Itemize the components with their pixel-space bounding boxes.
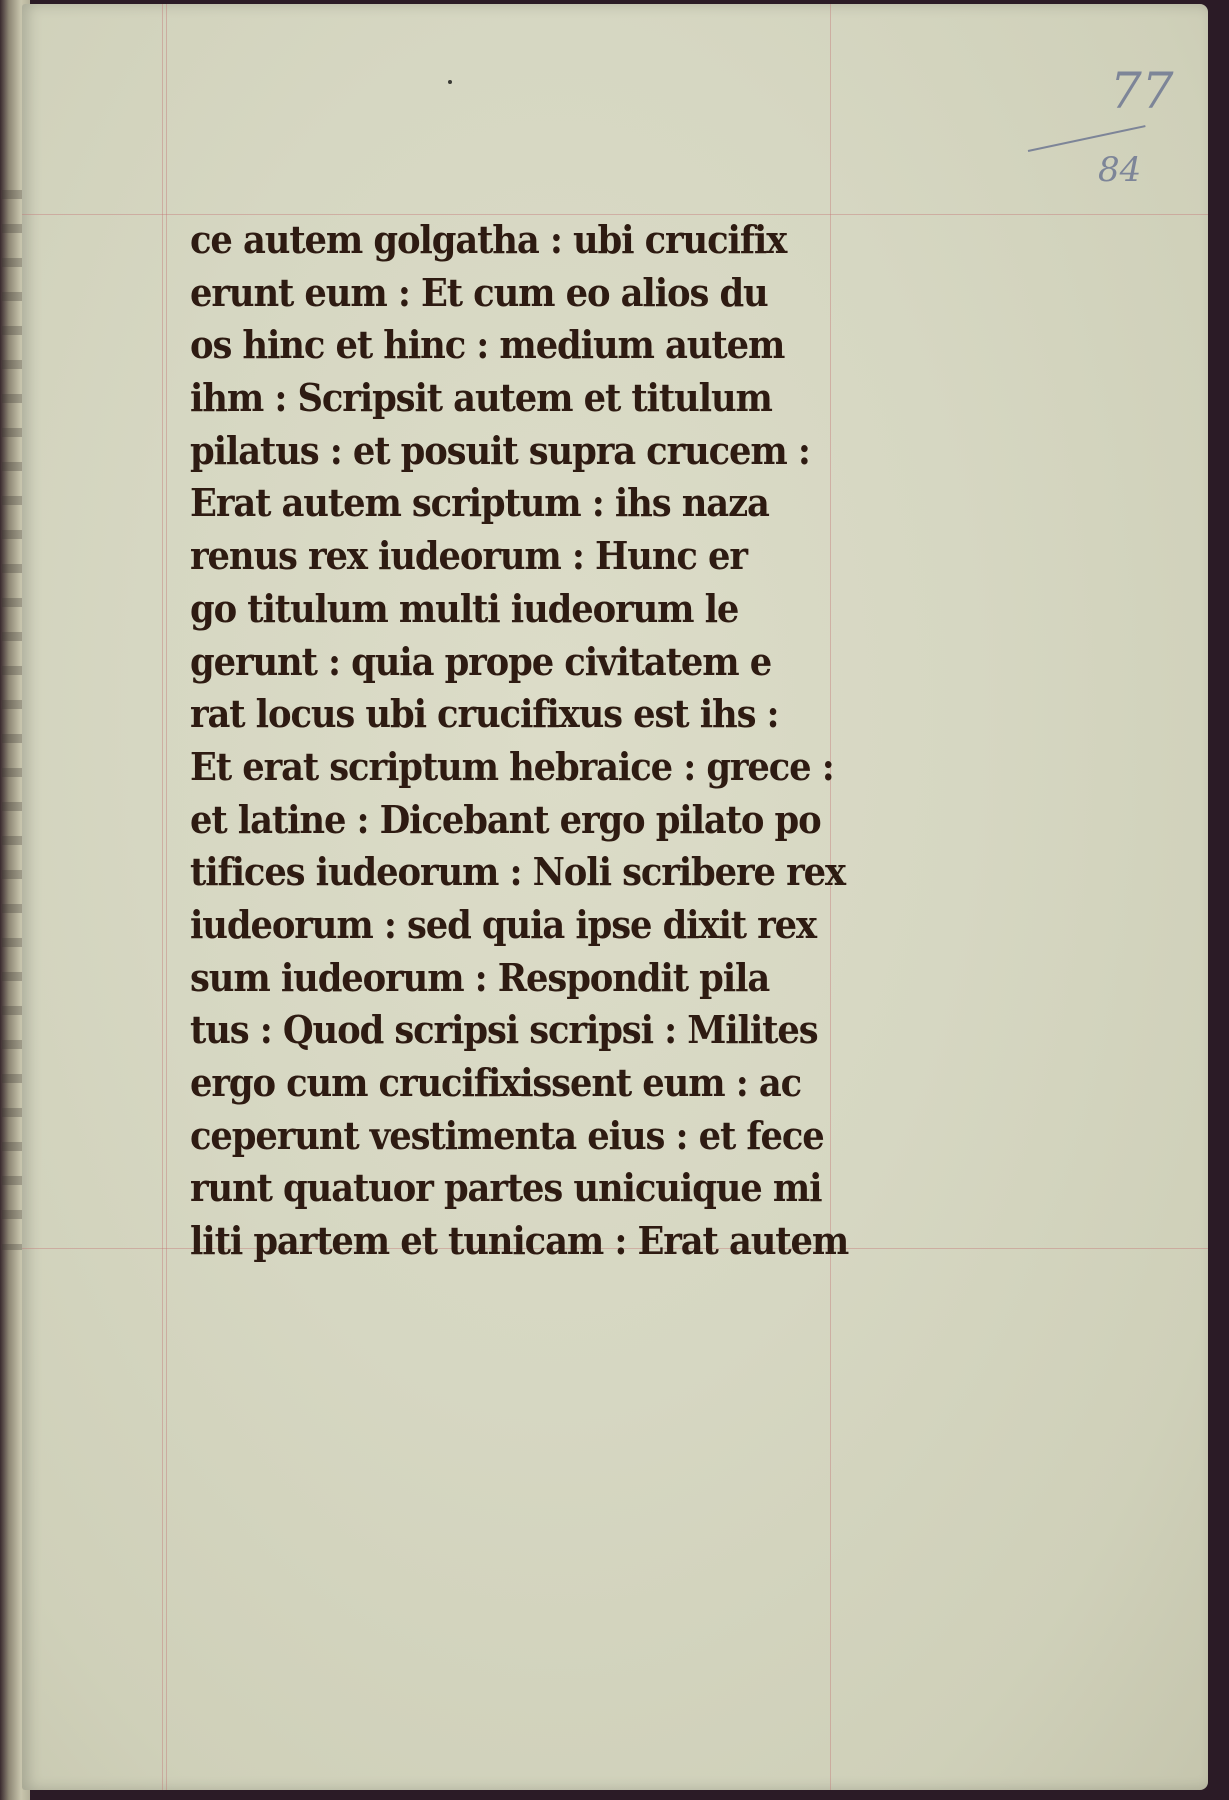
text-line: gerunt : quia prope civitatem e [190, 638, 772, 684]
text-line: erunt eum : Et cum eo alios du [190, 269, 768, 315]
text-line: ceperunt vestimenta eius : et fece [190, 1112, 824, 1158]
manuscript-folio [22, 4, 1208, 1790]
facing-page-text-fragment [2, 190, 24, 1250]
foliation-new-number: 84 [1098, 150, 1142, 190]
text-line: Et erat scriptum hebraice : grece : [190, 743, 834, 789]
text-line: ce autem golgatha : ubi crucifix [190, 217, 787, 262]
gospel-text-block [190, 214, 870, 1268]
text-line: Erat autem scriptum : ihs naza [190, 480, 769, 526]
text-line: iudeorum : sed quia ipse dixit rex [190, 901, 816, 947]
ink-dot [448, 80, 452, 84]
text-line: go titulum multi iudeorum le [190, 585, 739, 631]
text-line: pilatus : et posuit supra crucem : [190, 427, 810, 473]
text-line: tus : Quod scripsi scripsi : Milites [190, 1007, 818, 1053]
text-line: liti partem et tunicam : Erat autem [190, 1218, 849, 1264]
text-line: runt quatuor partes unicuique mi [190, 1165, 822, 1211]
text-line: et latine : Dicebant ergo pilato po [190, 796, 821, 842]
text-line: renus rex iudeorum : Hunc er [190, 533, 747, 579]
text-line: ergo cum crucifixissent eum : ac [190, 1060, 802, 1105]
foliation-old-number: 77 [1110, 62, 1174, 120]
text-line: ihm : Scripsit autem et titulum [190, 375, 772, 421]
text-line: os hinc et hinc : medium autem [190, 322, 785, 368]
text-line: sum iudeorum : Respondit pila [190, 954, 770, 1000]
text-line: rat locus ubi crucifixus est ihs : [190, 691, 779, 737]
text-line: tifices iudeorum : Noli scribere rex [190, 849, 845, 895]
ruling-line-left [162, 4, 163, 1790]
ruling-line-left-inner [166, 4, 167, 1790]
